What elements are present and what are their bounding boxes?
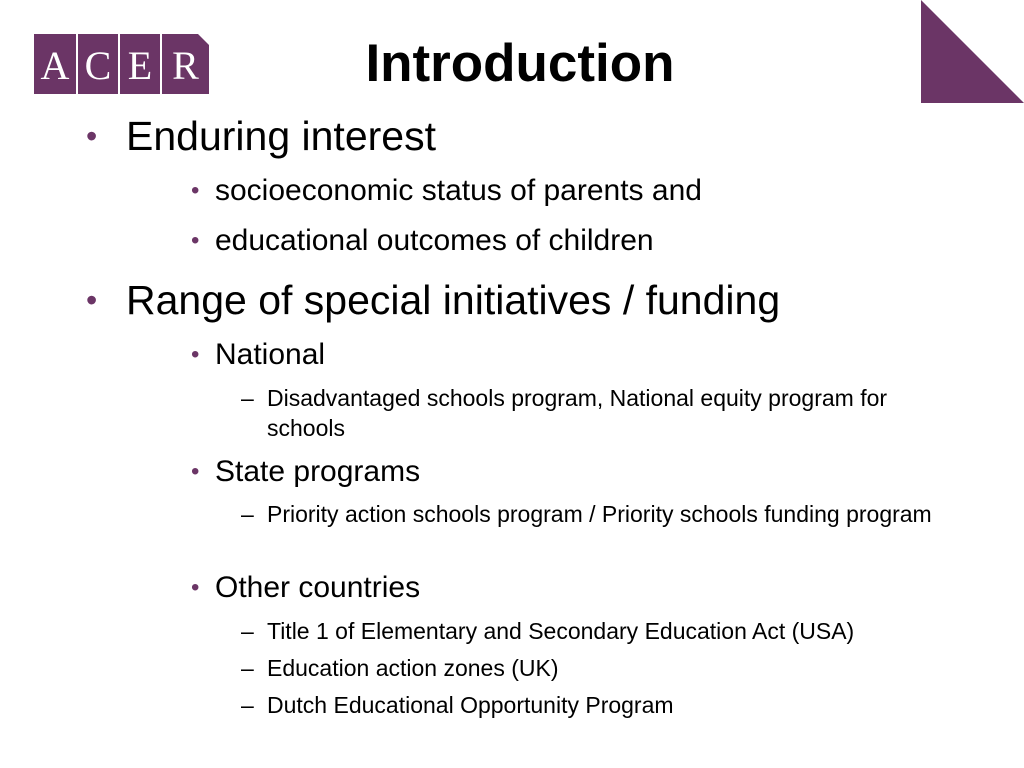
logo-letter: C: [84, 43, 112, 88]
dash-item-text: Title 1 of Elementary and Secondary Education Act (USA): [267, 618, 855, 644]
bullet-text: socioeconomic status of parents and: [215, 174, 702, 207]
bullet-glyph: •: [191, 227, 200, 254]
dash-item-text: Priority action schools program / Priority schools funding program: [267, 501, 932, 527]
bullet-text: State programs: [215, 455, 421, 488]
logo-letter: E: [127, 43, 153, 88]
bullet-glyph: •: [191, 458, 200, 485]
dash-item-text: Disadvantaged schools program, National equity program for schools: [267, 385, 888, 441]
dash-glyph: –: [241, 618, 254, 644]
bullet-text: Other countries: [215, 571, 421, 604]
bullet-glyph: •: [86, 118, 98, 154]
dash-item-text: Education action zones (UK): [267, 655, 559, 681]
bullet-glyph: •: [191, 177, 200, 204]
slide-title: Introduction: [365, 34, 675, 93]
bullet-text: Enduring interest: [126, 113, 436, 159]
dash-glyph: –: [241, 655, 254, 681]
bullet-text: educational outcomes of children: [215, 224, 654, 257]
logo-letter: R: [172, 43, 199, 88]
dash-item-text: Dutch Educational Opportunity Program: [267, 692, 674, 718]
bullet-glyph: •: [191, 341, 200, 368]
bullet-text: Range of special initiatives / funding: [126, 277, 781, 323]
bullet-glyph: •: [86, 282, 98, 318]
bullet-text: National: [215, 338, 326, 371]
dash-glyph: –: [241, 692, 254, 718]
logo-letter: A: [40, 43, 70, 88]
dash-glyph: –: [241, 501, 254, 527]
bullet-glyph: •: [191, 574, 200, 601]
dash-glyph: –: [241, 385, 254, 411]
